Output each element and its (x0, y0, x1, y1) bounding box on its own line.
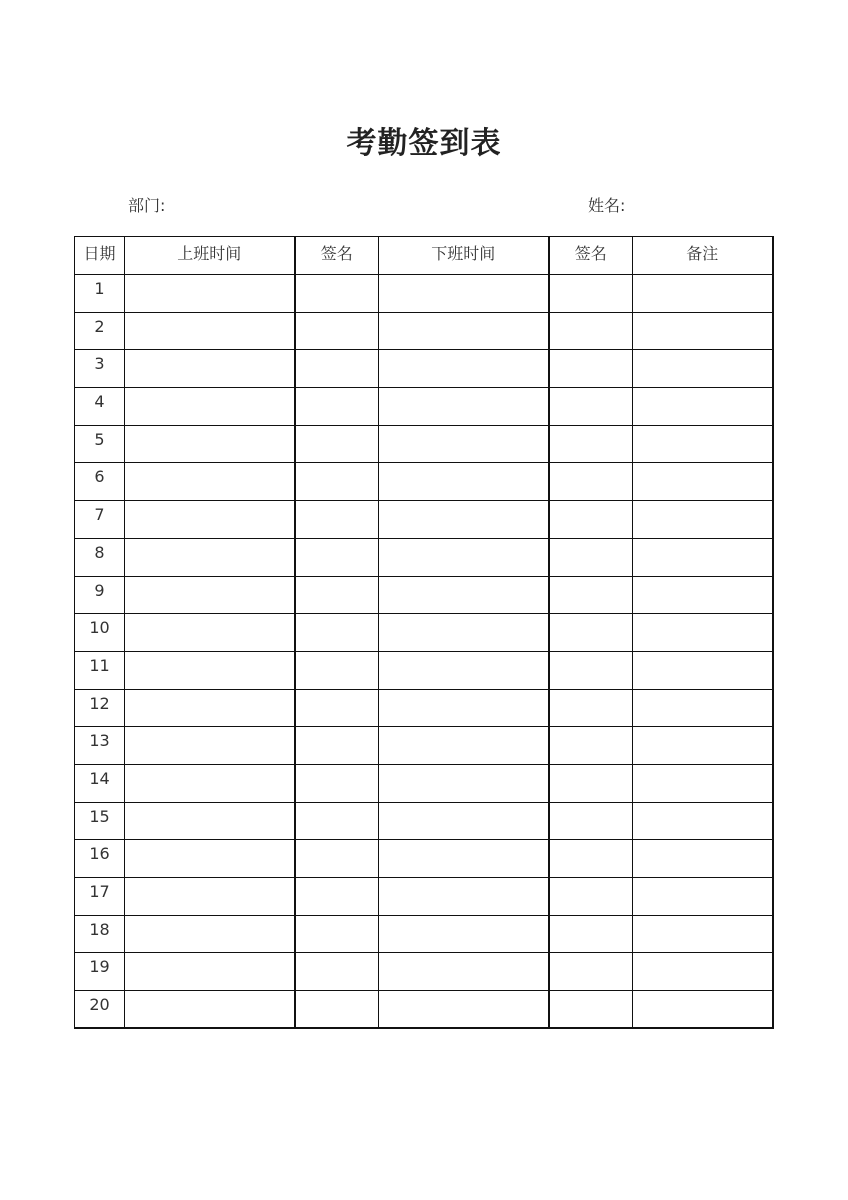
sign-in-cell[interactable] (295, 689, 379, 727)
table-row (75, 538, 773, 576)
date-cell: 8 (75, 538, 125, 576)
sign-out-cell[interactable] (549, 614, 633, 652)
clock-in-cell[interactable] (125, 840, 295, 878)
note-cell[interactable] (633, 802, 773, 840)
note-cell[interactable] (633, 689, 773, 727)
sign-in-cell[interactable] (295, 312, 379, 350)
clock-in-cell[interactable] (125, 463, 295, 501)
date-cell: 12 (75, 689, 125, 727)
clock-out-cell[interactable] (379, 388, 549, 426)
date-cell: 18 (75, 915, 125, 953)
table-row (75, 915, 773, 953)
sign-out-cell[interactable] (549, 463, 633, 501)
sign-in-cell[interactable] (295, 275, 379, 313)
sign-out-cell[interactable] (549, 764, 633, 802)
clock-out-cell[interactable] (379, 425, 549, 463)
table-row (75, 953, 773, 991)
clock-out-cell[interactable] (379, 689, 549, 727)
sign-out-cell[interactable] (549, 275, 633, 313)
sign-out-cell[interactable] (549, 501, 633, 539)
date-cell: 19 (75, 953, 125, 991)
sign-in-cell[interactable] (295, 727, 379, 765)
sign-in-cell[interactable] (295, 614, 379, 652)
clock-in-cell[interactable] (125, 614, 295, 652)
note-cell[interactable] (633, 764, 773, 802)
clock-in-cell[interactable] (125, 576, 295, 614)
clock-out-cell[interactable] (379, 538, 549, 576)
sign-out-cell[interactable] (549, 350, 633, 388)
note-cell[interactable] (633, 614, 773, 652)
table-row (75, 651, 773, 689)
clock-out-cell[interactable] (379, 764, 549, 802)
clock-out-cell[interactable] (379, 953, 549, 991)
date-cell: 14 (75, 764, 125, 802)
clock-in-cell[interactable] (125, 802, 295, 840)
sign-in-cell[interactable] (295, 878, 379, 916)
clock-out-cell[interactable] (379, 651, 549, 689)
table-row (75, 689, 773, 727)
clock-in-cell[interactable] (125, 727, 295, 765)
sign-out-cell[interactable] (549, 840, 633, 878)
sign-in-cell[interactable] (295, 953, 379, 991)
header-row (75, 237, 773, 275)
clock-out-cell[interactable] (379, 350, 549, 388)
header-clock-in: 上班时间 (125, 237, 295, 275)
name-label: 姓名: (588, 196, 626, 215)
note-cell[interactable] (633, 727, 773, 765)
sign-out-cell[interactable] (549, 689, 633, 727)
date-cell: 9 (75, 576, 125, 614)
sign-in-cell[interactable] (295, 350, 379, 388)
date-cell: 6 (75, 463, 125, 501)
sign-in-cell[interactable] (295, 915, 379, 953)
note-cell[interactable] (633, 463, 773, 501)
sign-out-cell[interactable] (549, 878, 633, 916)
clock-out-cell[interactable] (379, 501, 549, 539)
date-cell: 3 (75, 350, 125, 388)
date-cell: 7 (75, 501, 125, 539)
clock-in-cell[interactable] (125, 689, 295, 727)
clock-in-cell[interactable] (125, 275, 295, 313)
clock-out-cell[interactable] (379, 727, 549, 765)
clock-in-cell[interactable] (125, 764, 295, 802)
table-row (75, 425, 773, 463)
sign-out-cell[interactable] (549, 388, 633, 426)
clock-out-cell[interactable] (379, 802, 549, 840)
table-row (75, 576, 773, 614)
note-cell[interactable] (633, 651, 773, 689)
date-cell: 16 (75, 840, 125, 878)
clock-out-cell[interactable] (379, 840, 549, 878)
note-cell[interactable] (633, 915, 773, 953)
sign-in-cell[interactable] (295, 463, 379, 501)
clock-in-cell[interactable] (125, 878, 295, 916)
sign-in-cell[interactable] (295, 576, 379, 614)
table-row (75, 802, 773, 840)
date-cell: 5 (75, 425, 125, 463)
sign-in-cell[interactable] (295, 991, 379, 1029)
sign-out-cell[interactable] (549, 953, 633, 991)
note-cell[interactable] (633, 312, 773, 350)
sign-out-cell[interactable] (549, 802, 633, 840)
sign-in-cell[interactable] (295, 764, 379, 802)
sign-in-cell[interactable] (295, 840, 379, 878)
sign-out-cell[interactable] (549, 991, 633, 1029)
table-row (75, 727, 773, 765)
department-label: 部门: (128, 196, 166, 215)
clock-in-cell[interactable] (125, 651, 295, 689)
date-cell: 17 (75, 878, 125, 916)
header-sign-in: 签名 (295, 237, 379, 275)
sign-out-cell[interactable] (549, 425, 633, 463)
table-row (75, 388, 773, 426)
table-row (75, 764, 773, 802)
attendance-table (74, 236, 774, 1029)
clock-out-cell[interactable] (379, 576, 549, 614)
note-cell[interactable] (633, 425, 773, 463)
sign-out-cell[interactable] (549, 727, 633, 765)
date-cell: 4 (75, 388, 125, 426)
table-row (75, 878, 773, 916)
header-clock-out: 下班时间 (379, 237, 549, 275)
clock-out-cell[interactable] (379, 275, 549, 313)
sign-out-cell[interactable] (549, 312, 633, 350)
sign-out-cell[interactable] (549, 576, 633, 614)
note-cell[interactable] (633, 878, 773, 916)
sign-in-cell[interactable] (295, 651, 379, 689)
clock-in-cell[interactable] (125, 991, 295, 1029)
sign-in-cell[interactable] (295, 388, 379, 426)
note-cell[interactable] (633, 501, 773, 539)
clock-in-cell[interactable] (125, 350, 295, 388)
note-cell[interactable] (633, 388, 773, 426)
note-cell[interactable] (633, 953, 773, 991)
clock-out-cell[interactable] (379, 915, 549, 953)
table-row (75, 991, 773, 1029)
note-cell[interactable] (633, 275, 773, 313)
clock-in-cell[interactable] (125, 501, 295, 539)
table-row (75, 840, 773, 878)
sign-in-cell[interactable] (295, 802, 379, 840)
date-cell: 15 (75, 802, 125, 840)
clock-out-cell[interactable] (379, 991, 549, 1029)
table-row (75, 350, 773, 388)
sign-out-cell[interactable] (549, 915, 633, 953)
clock-in-cell[interactable] (125, 915, 295, 953)
note-cell[interactable] (633, 576, 773, 614)
clock-in-cell[interactable] (125, 312, 295, 350)
clock-out-cell[interactable] (379, 312, 549, 350)
header-note: 备注 (633, 237, 773, 275)
date-cell: 11 (75, 651, 125, 689)
clock-in-cell[interactable] (125, 538, 295, 576)
sign-in-cell[interactable] (295, 538, 379, 576)
date-cell: 2 (75, 312, 125, 350)
page-title: 考勤签到表 (346, 126, 502, 161)
note-cell[interactable] (633, 538, 773, 576)
header-sign-out: 签名 (549, 237, 633, 275)
date-cell: 20 (75, 991, 125, 1029)
clock-out-cell[interactable] (379, 614, 549, 652)
table-row (75, 614, 773, 652)
sign-out-cell[interactable] (549, 651, 633, 689)
clock-out-cell[interactable] (379, 463, 549, 501)
table-row (75, 275, 773, 313)
note-cell[interactable] (633, 840, 773, 878)
sign-out-cell[interactable] (549, 538, 633, 576)
clock-out-cell[interactable] (379, 878, 549, 916)
note-cell[interactable] (633, 991, 773, 1029)
sign-in-cell[interactable] (295, 501, 379, 539)
date-cell: 10 (75, 614, 125, 652)
header-date: 日期 (75, 237, 125, 275)
clock-in-cell[interactable] (125, 953, 295, 991)
date-cell: 1 (75, 275, 125, 313)
note-cell[interactable] (633, 350, 773, 388)
table-row (75, 463, 773, 501)
table-row (75, 501, 773, 539)
sign-in-cell[interactable] (295, 425, 379, 463)
clock-in-cell[interactable] (125, 425, 295, 463)
table-row (75, 312, 773, 350)
date-cell: 13 (75, 727, 125, 765)
clock-in-cell[interactable] (125, 388, 295, 426)
